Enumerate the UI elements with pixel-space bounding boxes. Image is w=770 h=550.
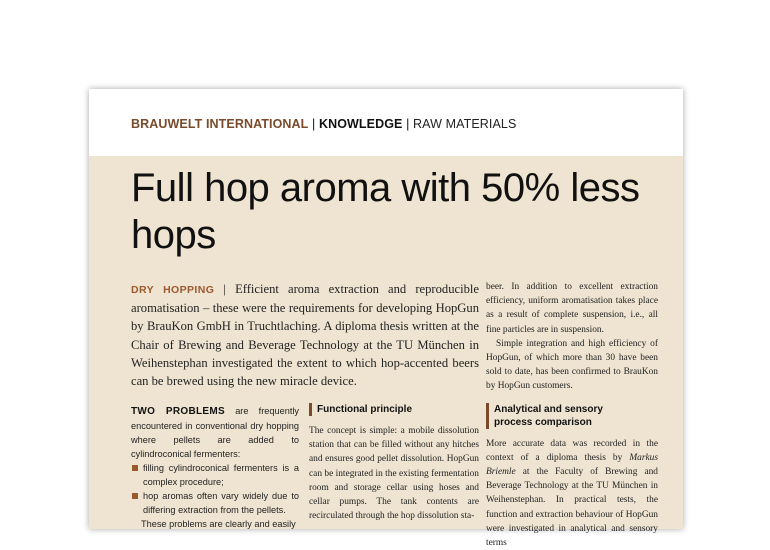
column-3-paragraph-1: beer. In addition to excellent extraction efficiency, uniform aromatisation takes place as a result of complete suspension, i.e., all fine particles are in suspension. (486, 282, 658, 335)
column-2-text: The concept is simple: a mobile dissolution station that can be filled without any hitches and ensures good pellet dissolution. HopGun can be integrated in the existing fermentation room and storage cellar using hoses and cellar pumps. The tank contents are recirculated through the hop dissolution sta- (309, 426, 479, 522)
subheading-analytical-comparison (486, 403, 658, 429)
page-header-band (89, 89, 683, 156)
column-1-continuation: These problems are clearly and easily (141, 519, 296, 529)
subheading-line: process comparison (494, 416, 592, 428)
subheading-line: Analytical and sensory (494, 403, 603, 415)
subheading-functional-principle: Functional principle (309, 403, 479, 416)
column-1-lead-paragraph (131, 404, 299, 461)
column-2 (309, 403, 479, 523)
lead-in-text: are frequently encountered in conventional dry hopping where pellets are added to cylindroconical fermenters: (131, 406, 300, 459)
header-separator: | (312, 117, 316, 131)
article-page (89, 89, 683, 549)
author-name: Markus Briemle (486, 452, 658, 478)
list-item: hop aromas often vary widely due to differing extraction from the pellets. (131, 489, 299, 517)
section-header (131, 117, 516, 131)
paragraph-text: at the Faculty of Brewing and Beverage Technology at the TU München in Weihenstephan. In practical tests, the function and extraction behaviour of HopGun were investigated in analytical and sensory terms (486, 467, 658, 549)
paragraph-text: More accurate data was recorded in the context of a diploma thesis by (486, 438, 658, 463)
intro-text: | Efficient aroma extraction and reproducible aromatisation – these were the requirements for developing HopGun by BrauKon GmbH in Truchtlaching. A diploma thesis written at the Chair of Brewing and Beverage Technology at the TU München in Weihenstephan investigated the extent to which hop-accented beers can be brewed using the new miracle device. (131, 282, 479, 389)
list-item: filling cylindroconical fermenters is a complex procedure; (131, 461, 299, 489)
lead-in: TWO PROBLEMS (131, 406, 226, 417)
header-separator: | (406, 117, 410, 131)
publication-name: BRAUWELT INTERNATIONAL (131, 117, 309, 131)
topic-name: RAW MATERIALS (413, 117, 517, 131)
article-title: Full hop aroma with 50% less hops (131, 166, 640, 257)
column-3-paragraph-2: Simple integration and high efficiency of HopGun, of which more than 30 have been sold to date, has been confirmed to BrauKon by HopGun customers. (486, 338, 658, 392)
column-1 (131, 404, 299, 531)
problem-list (131, 461, 299, 517)
article-intro (131, 280, 479, 390)
section-name: KNOWLEDGE (318, 117, 403, 131)
intro-kicker: DRY HOPPING (131, 284, 215, 296)
column-3-paragraph-3 (486, 437, 658, 550)
